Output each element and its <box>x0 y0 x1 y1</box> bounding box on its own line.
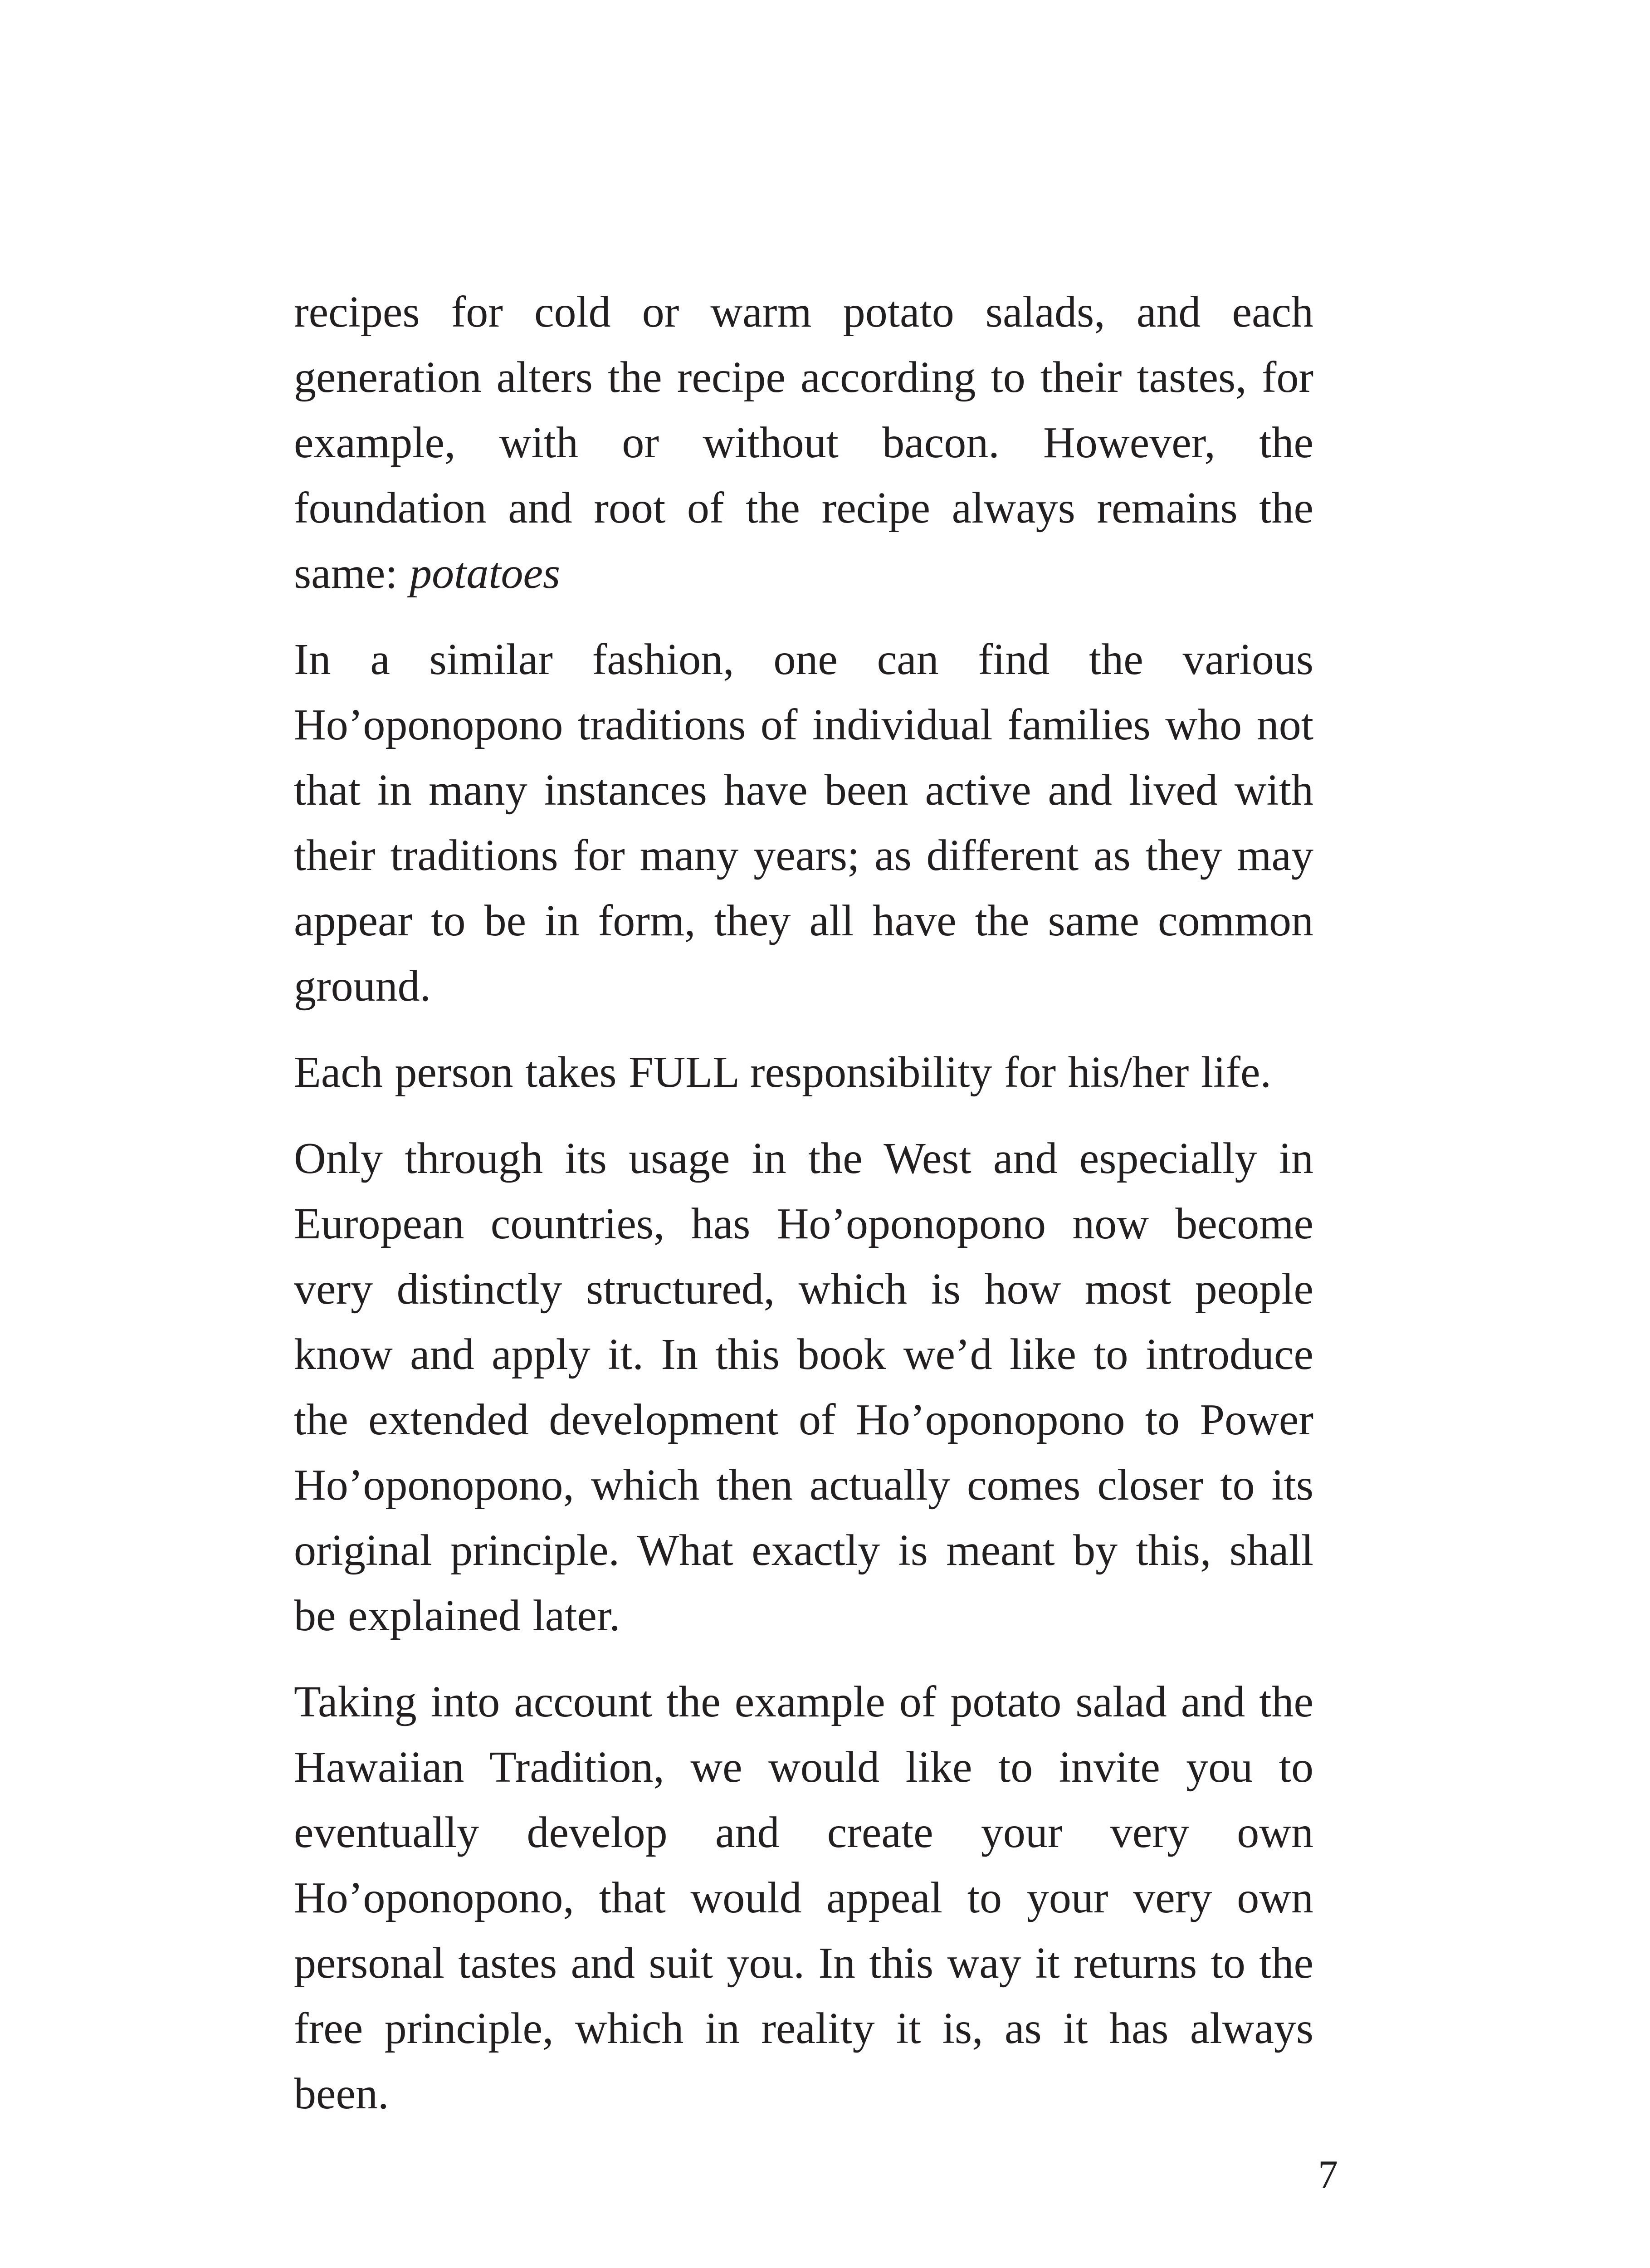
body-text <box>294 279 1313 2126</box>
paragraph-potato-salad-recipes <box>294 279 1313 606</box>
page-number: 7 <box>1318 2153 1338 2197</box>
paragraph-invitation: Taking into account the example of potato salad and the Hawaiian Tradition, we would like to invite you to eventually develop and create your very own Ho’oponopono, that would appeal to your very own personal tastes and suit you. In this way it returns to the free principle, which in reality it is, as it has always been. <box>294 1677 1313 2118</box>
paragraph-text: recipes for cold or warm potato salads, and each generation alters the recipe according to their tastes, for example, with or without bacon. However, the foundation and root of the recipe always remains the same: <box>294 288 1313 598</box>
paragraph-western-usage: Only through its usage in the West and especially in European countries, has Ho’oponopono now become very distinctly structured, which is how most people know and apply it. In this book we’d like to introduce the extended development of Ho’oponopono to Power Ho’oponopono, which then actually comes closer to its original principle. What exactly is meant by this, shall be explained later. <box>294 1134 1313 1640</box>
paragraph-full-responsibility: Each person takes FULL responsibility for his/her life. <box>294 1048 1271 1097</box>
emphasized-word: potatoes <box>410 549 561 598</box>
paragraph-family-traditions: In a similar fashion, one can find the various Ho’oponopono traditions of individual families who not that in many instances have been active and lived with their traditions for many years; as different as they may appear to be in form, they all have the same common ground. <box>294 635 1313 1011</box>
